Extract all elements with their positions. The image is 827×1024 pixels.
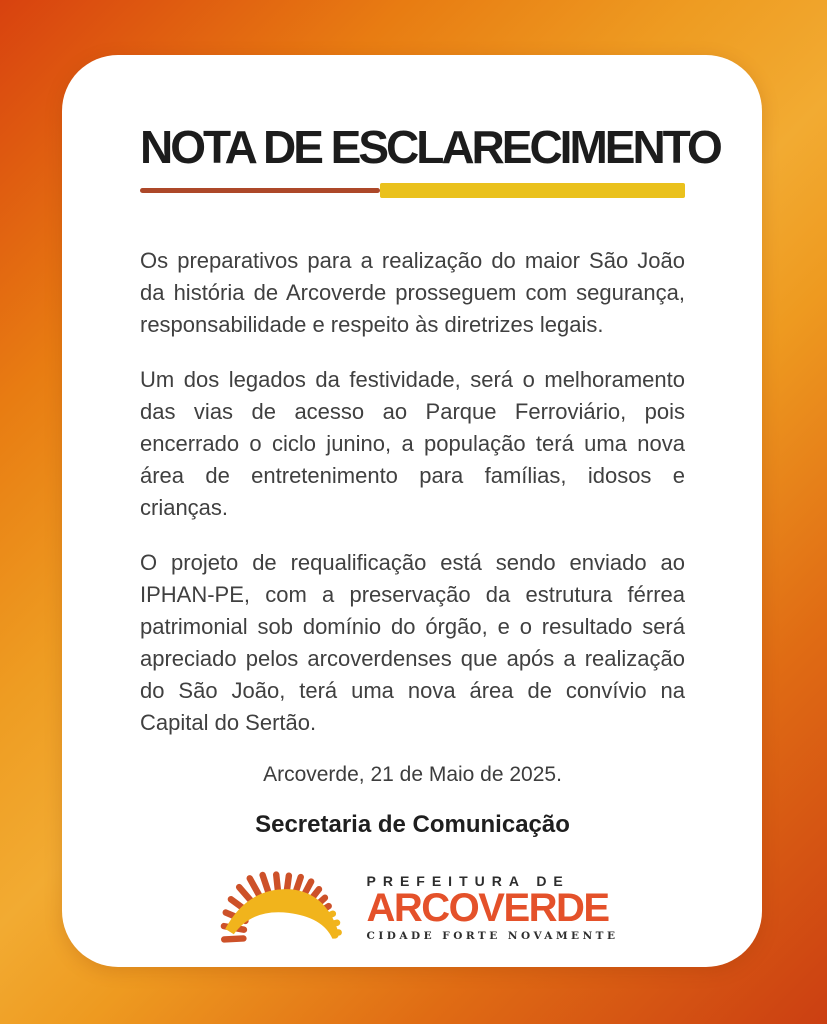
paragraph-3: O projeto de requalificação está sendo enviado ao IPHAN-PE, com a preservação da estrutura férrea patrimonial sob domínio do órgão, e o resultado será apreciado pelos arcoverdenses que após a realização do São João, terá uma nova área de convívio na Capital do Sertão.: [140, 550, 685, 735]
note-card: [62, 55, 762, 967]
title-divider: [140, 183, 685, 198]
logo-tagline: CIDADE FORTE NOVAMENTE: [366, 929, 619, 942]
divider-red-line: [140, 188, 380, 193]
logo-prefeitura-de-label: PREFEITURA DE: [366, 872, 570, 889]
paragraph-2: Um dos legados da festividade, será o melhoramento das vias de acesso ao Parque Ferroviário, pois encerrado o ciclo junino, a população terá uma nova área de entretenimento para famílias, idosos e crianças.: [140, 367, 685, 520]
date-line: Arcoverde, 21 de Maio de 2025.: [263, 763, 562, 786]
divider-yellow-bar: [380, 183, 685, 198]
page-title: NOTA DE ESCLARECIMENTO: [140, 121, 720, 173]
sunburst-icon: [207, 870, 357, 945]
signature: Secretaria de Comunicação: [255, 811, 570, 838]
paragraph-1: Os preparativos para a realização do maior São João da história de Arcoverde prosseguem com segurança, responsabilidade e respeito às diretrizes legais.: [140, 248, 685, 337]
logo-arcoverde-wordmark: ARCOVERDE: [366, 885, 609, 930]
arcoverde-logo: [140, 870, 685, 945]
logo-text: [367, 873, 619, 943]
